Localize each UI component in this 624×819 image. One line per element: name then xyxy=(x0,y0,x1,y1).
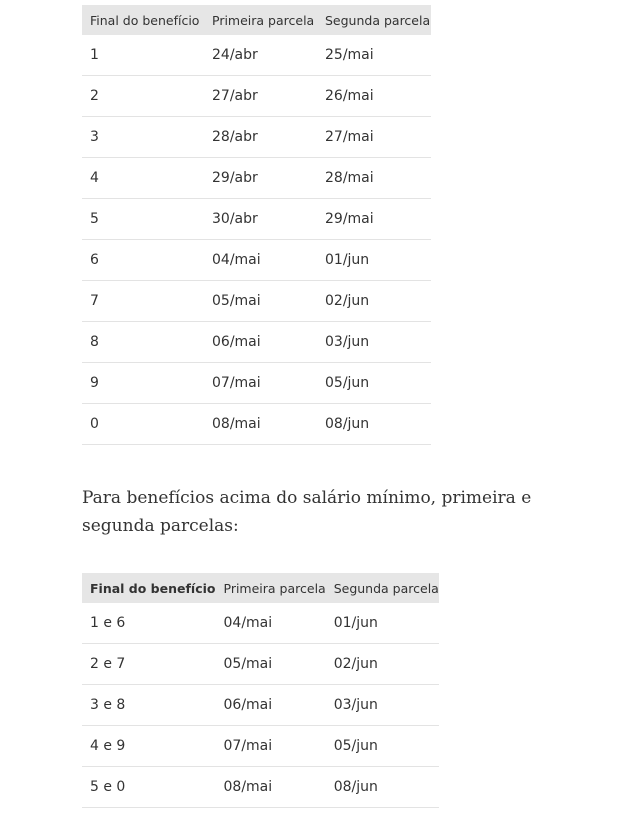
table-row xyxy=(82,363,431,404)
table-row xyxy=(82,767,439,808)
benefit-ending-cell: 5 xyxy=(82,199,204,240)
benefit-ending-cell: 3 xyxy=(82,117,204,158)
header-second-installment: Segunda parcela xyxy=(326,573,439,603)
table-row xyxy=(82,281,431,322)
benefit-ending-cell: 0 xyxy=(82,404,204,445)
above-minimum-schedule-table xyxy=(82,573,439,808)
benefit-ending-cell: 2 e 7 xyxy=(82,644,216,685)
benefit-ending-cell: 3 e 8 xyxy=(82,685,216,726)
header-second-installment: Segunda parcela xyxy=(317,5,431,35)
second-installment-cell: 03/jun xyxy=(317,322,431,363)
second-installment-cell: 01/jun xyxy=(326,603,439,644)
second-installment-cell: 28/mai xyxy=(317,158,431,199)
second-installment-cell: 08/jun xyxy=(326,767,439,808)
table-row xyxy=(82,117,431,158)
second-installment-cell: 25/mai xyxy=(317,35,431,76)
header-first-installment: Primeira parcela xyxy=(204,5,317,35)
table-row xyxy=(82,199,431,240)
above-minimum-wage-paragraph: Para benefícios acima do salário mínimo, primeira e segunda parcelas: xyxy=(82,488,532,536)
table-row xyxy=(82,158,431,199)
second-installment-cell: 26/mai xyxy=(317,76,431,117)
header-benefit-ending: Final do benefício xyxy=(82,5,204,35)
benefit-ending-cell: 4 e 9 xyxy=(82,726,216,767)
header-first-installment: Primeira parcela xyxy=(216,573,326,603)
first-installment-cell: 24/abr xyxy=(204,35,317,76)
first-installment-cell: 04/mai xyxy=(204,240,317,281)
table-row xyxy=(82,726,439,767)
second-installment-cell: 02/jun xyxy=(326,644,439,685)
table-row xyxy=(82,35,431,76)
benefit-ending-cell: 7 xyxy=(82,281,204,322)
benefit-ending-cell: 9 xyxy=(82,363,204,404)
table-header-row xyxy=(82,573,439,603)
benefit-ending-cell: 8 xyxy=(82,322,204,363)
benefit-ending-cell: 6 xyxy=(82,240,204,281)
second-installment-cell: 27/mai xyxy=(317,117,431,158)
table-row xyxy=(82,404,431,445)
second-installment-cell: 02/jun xyxy=(317,281,431,322)
first-installment-cell: 04/mai xyxy=(216,603,326,644)
first-installment-cell: 06/mai xyxy=(204,322,317,363)
first-installment-cell: 05/mai xyxy=(216,644,326,685)
benefit-ending-cell: 2 xyxy=(82,76,204,117)
first-installment-cell: 28/abr xyxy=(204,117,317,158)
benefit-ending-cell: 1 xyxy=(82,35,204,76)
second-installment-cell: 03/jun xyxy=(326,685,439,726)
table-row xyxy=(82,603,439,644)
table-row xyxy=(82,76,431,117)
second-installment-cell: 01/jun xyxy=(317,240,431,281)
first-installment-cell: 07/mai xyxy=(216,726,326,767)
table-row xyxy=(82,240,431,281)
second-installment-cell: 29/mai xyxy=(317,199,431,240)
payment-schedule-table xyxy=(82,5,431,445)
second-installment-cell: 08/jun xyxy=(317,404,431,445)
first-installment-cell: 06/mai xyxy=(216,685,326,726)
table-row xyxy=(82,322,431,363)
first-installment-cell: 30/abr xyxy=(204,199,317,240)
benefit-ending-cell: 4 xyxy=(82,158,204,199)
first-installment-cell: 08/mai xyxy=(216,767,326,808)
first-installment-cell: 27/abr xyxy=(204,76,317,117)
benefit-ending-cell: 1 e 6 xyxy=(82,603,216,644)
first-installment-cell: 08/mai xyxy=(204,404,317,445)
first-installment-cell: 07/mai xyxy=(204,363,317,404)
first-installment-cell: 29/abr xyxy=(204,158,317,199)
table-row xyxy=(82,685,439,726)
table-header-row xyxy=(82,5,431,35)
first-installment-cell: 05/mai xyxy=(204,281,317,322)
benefit-ending-cell: 5 e 0 xyxy=(82,767,216,808)
table-row xyxy=(82,644,439,685)
second-installment-cell: 05/jun xyxy=(317,363,431,404)
header-benefit-ending: Final do benefício xyxy=(82,573,216,603)
second-installment-cell: 05/jun xyxy=(326,726,439,767)
